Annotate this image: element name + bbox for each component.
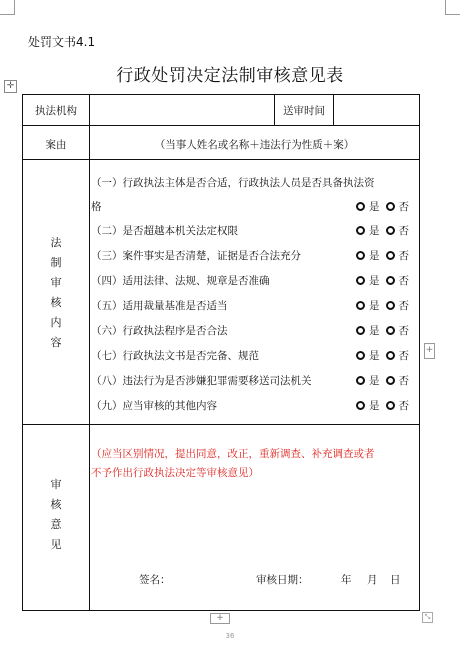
add-row-handle-icon[interactable]: + [210, 613, 230, 624]
no-label: 否 [398, 400, 409, 412]
review-item-text: （一）行政执法主体是否合适，行政执法人员是否具备执法资 [91, 177, 375, 189]
review-item-text: （三）案件事实是否清楚，证据是否合法充分 [91, 250, 301, 262]
case-field[interactable]: （当事人姓名或名称＋违法行为性质＋案） [154, 139, 355, 151]
no-radio[interactable] [386, 276, 395, 285]
no-radio[interactable] [386, 326, 395, 335]
review-item-options [350, 273, 409, 288]
review-item-options [350, 199, 409, 214]
yes-label: 是 [369, 400, 380, 412]
review-item-text: 格 [91, 201, 102, 213]
yes-radio[interactable] [356, 326, 365, 335]
no-label: 否 [398, 201, 409, 213]
case-label: 案由 [45, 139, 67, 151]
yes-label: 是 [369, 375, 380, 387]
review-item-options [350, 248, 409, 263]
signature-field[interactable] [173, 565, 253, 587]
yes-label: 是 [369, 275, 380, 287]
review-item-text: （七）行政执法文书是否完备、规范 [91, 350, 259, 362]
review-opinion-label: 审 核 意 见 [50, 478, 62, 551]
review-item-options [350, 398, 409, 413]
yes-radio[interactable] [356, 202, 365, 211]
review-item-options [350, 348, 409, 363]
table-resize-icon[interactable]: ⤡ [422, 612, 433, 623]
submit-time-field[interactable] [334, 95, 419, 125]
no-label: 否 [398, 250, 409, 262]
review-date-label: 审核日期： [256, 574, 309, 586]
no-radio[interactable] [386, 301, 395, 310]
review-item-text: （五）适用裁量基准是否适当 [91, 300, 228, 312]
page-number: 36 [225, 632, 235, 640]
yes-label: 是 [369, 201, 380, 213]
agency-field[interactable] [90, 95, 273, 125]
no-label: 否 [398, 325, 409, 337]
review-item-options [350, 323, 409, 338]
add-column-handle-icon[interactable]: + [424, 343, 435, 359]
document-number: 处罚文书4.1 [28, 35, 96, 49]
no-radio[interactable] [386, 401, 395, 410]
no-radio[interactable] [386, 251, 395, 260]
yes-radio[interactable] [356, 276, 365, 285]
yes-radio[interactable] [356, 401, 365, 410]
review-item-options [350, 298, 409, 313]
no-radio[interactable] [386, 226, 395, 235]
no-radio[interactable] [386, 202, 395, 211]
yes-label: 是 [369, 325, 380, 337]
no-label: 否 [398, 350, 409, 362]
no-label: 否 [398, 225, 409, 237]
review-item-text: （六）行政执法程序是否合法 [91, 325, 228, 337]
review-item-text: （二）是否超越本机关法定权限 [91, 225, 238, 237]
review-content-label: 法 制 审 核 内 容 [50, 236, 62, 349]
page-corner-mark [445, 0, 460, 15]
yes-label: 是 [369, 300, 380, 312]
no-radio[interactable] [386, 376, 395, 385]
signature-label: 签名： [139, 574, 171, 586]
form-title: 行政处罚决定法制审核意见表 [116, 66, 344, 86]
yes-label: 是 [369, 350, 380, 362]
review-item-options [350, 223, 409, 238]
yes-label: 是 [369, 225, 380, 237]
page-corner-mark [0, 0, 15, 15]
review-item-text: （四）适用法律、法规、规章是否准确 [91, 275, 270, 287]
yes-radio[interactable] [356, 376, 365, 385]
month-label: 月 [367, 574, 378, 586]
agency-label: 执法机构 [35, 105, 77, 117]
review-form-table [22, 94, 420, 611]
no-label: 否 [398, 375, 409, 387]
review-item-options [350, 373, 409, 388]
review-item-text: （八）违法行为是否涉嫌犯罪需要移送司法机关 [91, 375, 312, 387]
no-label: 否 [398, 300, 409, 312]
yes-radio[interactable] [356, 251, 365, 260]
yes-radio[interactable] [356, 351, 365, 360]
yes-radio[interactable] [356, 301, 365, 310]
yes-radio[interactable] [356, 226, 365, 235]
submit-time-label: 送审时间 [283, 105, 325, 117]
day-label: 日 [390, 574, 401, 586]
year-label: 年 [341, 574, 352, 586]
yes-label: 是 [369, 250, 380, 262]
table-move-handle-icon[interactable]: ✛ [4, 80, 17, 93]
review-item-text: （九）应当审核的其他内容 [91, 400, 217, 412]
no-radio[interactable] [386, 351, 395, 360]
no-label: 否 [398, 275, 409, 287]
opinion-instruction: （应当区别情况，提出同意，改正，重新调查、补充调查或者 不予作出行政执法决定等审核意见） [91, 448, 375, 479]
